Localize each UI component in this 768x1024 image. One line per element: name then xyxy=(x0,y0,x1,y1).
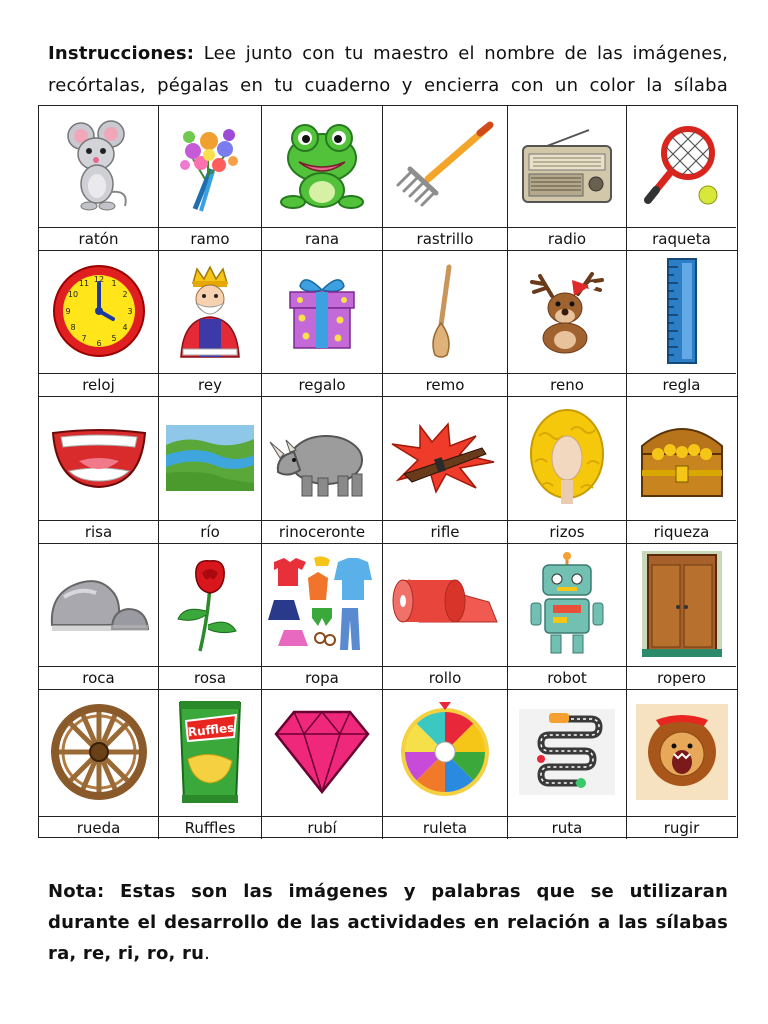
picture-card xyxy=(627,106,736,250)
word-label: ruta xyxy=(508,816,626,839)
word-label: regla xyxy=(627,373,736,396)
picture-card xyxy=(262,250,383,396)
row-divider xyxy=(39,689,737,690)
wardrobe-icon xyxy=(627,543,736,665)
word-label: raqueta xyxy=(627,227,736,250)
picture-card xyxy=(262,689,383,839)
word-label: ropero xyxy=(627,666,736,689)
word-label: risa xyxy=(39,520,158,543)
radio-icon xyxy=(508,106,626,226)
grid-row xyxy=(39,689,737,839)
word-label: riqueza xyxy=(627,520,736,543)
word-label: roca xyxy=(39,666,158,689)
ruler-icon xyxy=(627,250,736,372)
picture-card xyxy=(39,543,159,689)
word-label: rana xyxy=(262,227,382,250)
picture-card xyxy=(159,250,262,396)
row-divider xyxy=(39,396,737,397)
grid-row xyxy=(39,250,737,396)
picture-card xyxy=(383,689,508,839)
rose-icon xyxy=(159,543,261,665)
svg-text:4: 4 xyxy=(121,323,128,332)
instructions-paragraph xyxy=(48,38,728,102)
rhino-icon xyxy=(262,396,382,519)
clothes-icon xyxy=(262,543,382,665)
picture-card xyxy=(262,106,383,250)
word-label: rifle xyxy=(383,520,507,543)
flower-bouquet-icon xyxy=(159,106,261,226)
picture-card xyxy=(159,689,262,839)
instructions-label: Instrucciones: xyxy=(48,43,195,64)
roaring-lion-icon xyxy=(627,689,736,815)
picture-card xyxy=(508,106,627,250)
svg-text:9: 9 xyxy=(64,307,71,316)
svg-text:11: 11 xyxy=(78,279,89,288)
row-divider xyxy=(39,250,737,251)
gift-icon xyxy=(262,250,382,372)
chips-bag-icon xyxy=(159,689,261,815)
word-label: robot xyxy=(508,666,626,689)
rake-icon xyxy=(383,106,507,226)
grid-row xyxy=(39,543,737,689)
smile-mouth-icon xyxy=(39,396,158,519)
picture-card xyxy=(262,543,383,689)
word-label: regalo xyxy=(262,373,382,396)
robot-icon xyxy=(508,543,626,665)
king-icon xyxy=(159,250,261,372)
roll-icon xyxy=(383,543,507,665)
picture-card xyxy=(383,396,508,543)
word-label: Ruffles xyxy=(159,816,261,839)
word-label: ramo xyxy=(159,227,261,250)
svg-text:Ruffles: Ruffles xyxy=(187,720,235,740)
picture-card xyxy=(39,106,159,250)
rifle-icon xyxy=(383,396,507,519)
clock-icon xyxy=(39,250,158,372)
word-label: rugir xyxy=(627,816,736,839)
mouse-icon xyxy=(39,106,158,226)
picture-card xyxy=(383,543,508,689)
word-label: ruleta xyxy=(383,816,507,839)
picture-card xyxy=(508,250,627,396)
svg-text:1: 1 xyxy=(110,279,117,288)
picture-card xyxy=(383,106,508,250)
picture-card xyxy=(508,396,627,543)
word-label: rosa xyxy=(159,666,261,689)
instructions-text: Lee junto con tu maestro el nombre de las imágenes, recórtalas, pégalas en tu cuaderno y encierra con un color la sílaba xyxy=(48,43,728,96)
picture-card xyxy=(39,689,159,839)
svg-text:7: 7 xyxy=(80,334,87,343)
svg-text:6: 6 xyxy=(95,339,102,348)
word-label: ropa xyxy=(262,666,382,689)
prize-wheel-icon xyxy=(383,689,507,815)
word-label: rizos xyxy=(508,520,626,543)
rock-icon xyxy=(39,543,158,665)
picture-card xyxy=(39,396,159,543)
note-paragraph xyxy=(48,876,728,969)
picture-card xyxy=(627,543,736,689)
reindeer-icon xyxy=(508,250,626,372)
word-label: reloj xyxy=(39,373,158,396)
word-label: rinoceronte xyxy=(262,520,382,543)
note-tail: . xyxy=(204,943,211,964)
word-label: ratón xyxy=(39,227,158,250)
picture-card xyxy=(627,689,736,839)
picture-card xyxy=(627,396,736,543)
river-icon xyxy=(159,396,261,519)
svg-text:5: 5 xyxy=(110,334,117,343)
svg-text:12: 12 xyxy=(93,275,104,284)
word-label: rastrillo xyxy=(383,227,507,250)
picture-card xyxy=(159,543,262,689)
word-label: rey xyxy=(159,373,261,396)
row-divider xyxy=(39,543,737,544)
svg-text:3: 3 xyxy=(126,307,133,316)
picture-card xyxy=(383,250,508,396)
picture-card xyxy=(159,396,262,543)
tennis-racket-icon xyxy=(627,106,736,226)
treasure-chest-icon xyxy=(627,396,736,519)
word-label: río xyxy=(159,520,261,543)
word-label: reno xyxy=(508,373,626,396)
svg-text:10: 10 xyxy=(67,290,78,299)
curly-wig-icon xyxy=(508,396,626,519)
picture-card xyxy=(508,543,627,689)
word-label: remo xyxy=(383,373,507,396)
picture-word-grid xyxy=(38,105,738,838)
word-label: rueda xyxy=(39,816,158,839)
frog-icon xyxy=(262,106,382,226)
oar-icon xyxy=(383,250,507,372)
svg-text:2: 2 xyxy=(121,290,128,299)
word-label: rollo xyxy=(383,666,507,689)
path-icon xyxy=(508,689,626,815)
wheel-icon xyxy=(39,689,158,815)
picture-card xyxy=(508,689,627,839)
word-label: rubí xyxy=(262,816,382,839)
grid-row xyxy=(39,106,737,250)
picture-card xyxy=(159,106,262,250)
svg-text:8: 8 xyxy=(69,323,76,332)
picture-card xyxy=(39,250,159,396)
grid-row xyxy=(39,396,737,543)
note-text: Nota: Estas son las imágenes y palabras que se utilizaran durante el desarrollo de las actividades en relación a las sílabas ra, re, ri, ro, ru xyxy=(48,881,728,964)
picture-card xyxy=(627,250,736,396)
picture-card xyxy=(262,396,383,543)
ruby-gem-icon xyxy=(262,689,382,815)
word-label: radio xyxy=(508,227,626,250)
